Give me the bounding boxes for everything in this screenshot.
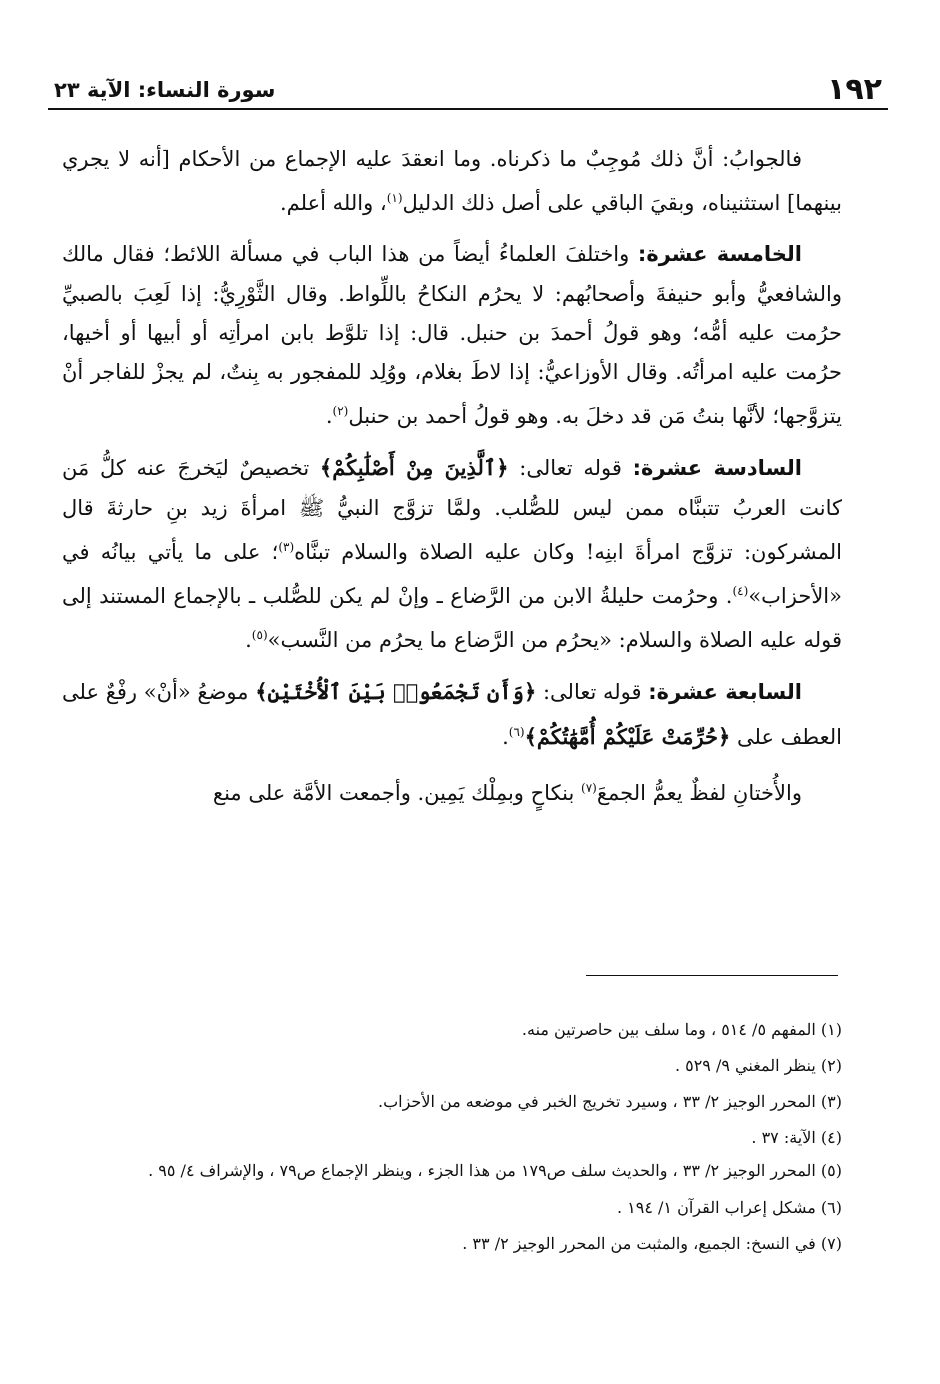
paragraph-text: ؛ على ما يأتي بيانُه في «الأحزاب» <box>62 539 842 609</box>
paragraph-tail: . <box>502 724 509 749</box>
footnote-ref: (٧) <box>581 780 597 795</box>
paragraph-tail: . <box>325 404 333 429</box>
paragraph-text: . وحرُمت حليلةُ الابن من الرَّضاع ـ وإنْ لم يكن للصُّلب ـ بالإجماع المستند إلى قوله عليه الصلاة والسلام: «يحرُم من الرَّضاع ما يحرُم من النَّسب» <box>62 584 842 653</box>
footnote-2: (٢) ينظر المغني ٩/ ٥٢٩ . <box>674 1056 842 1075</box>
paragraph-sixteenth <box>62 448 842 660</box>
page-number: ١٩٢ <box>827 72 882 107</box>
quran-quote: ﴿وَأَن تَجْمَعُوا۟ بَيْنَ ٱلْأُخْتَيْنِ﴾ <box>255 679 537 705</box>
paragraph-text: تخصيصٌ ليَخرجَ عنه كلُّ مَن كانت العربُ تتبنَّاه ممن ليس للصُّلب. ولمَّا تزوَّج النبيُّ ﷺ امرأةَ زيد بنِ حارثةَ قال المشركون: تزوَّج امرأةَ ابنِه! وكان عليه الصلاة والسلام تبنَّاه <box>62 456 842 564</box>
paragraph-text: قوله تعالى: <box>508 456 633 481</box>
paragraph-text: موضعُ «أنْ» رفْعٌ على العطف على <box>62 680 842 749</box>
paragraph-sisters <box>62 769 842 813</box>
quran-quote: ﴿ٱلَّذِينَ مِنْ أَصْلَٰبِكُمْ﴾ <box>319 455 509 481</box>
footnote-ref: (١) <box>386 191 403 206</box>
footnote-ref: (٢) <box>332 404 349 419</box>
footnote-7: (٧) في النسخ: الجميع، والمثبت من المحرر الوجيز ٢/ ٣٣ . <box>462 1234 842 1253</box>
paragraph-text: قوله تعالى: <box>536 680 649 705</box>
footnote-ref: (٦) <box>508 724 525 739</box>
footnote-6: (٦) مشكل إعراب القرآن ١/ ١٩٤ . <box>616 1198 842 1217</box>
footnote-ref: (٣) <box>278 539 295 554</box>
section-heading: الخامسة عشرة: <box>637 242 802 267</box>
paragraph-fifteenth <box>62 235 842 436</box>
main-text <box>62 140 842 825</box>
paragraph-tail: ، والله أعلم. <box>280 191 387 216</box>
footnote-4: (٤) الآية: ٣٧ . <box>751 1128 842 1147</box>
page-header <box>48 68 888 110</box>
footnote-1: (١) المفهم ٥/ ٥١٤ ، وما سلف بين حاصرتين منه. <box>521 1020 842 1039</box>
footnote-separator <box>586 975 838 976</box>
running-title: سورة النساء: الآية ٢٣ <box>54 78 276 102</box>
footnote-5: (٥) المحرر الوجيز ٢/ ٣٣ ، والحديث سلف ص١٧٩ من هذا الجزء ، وينظر الإجماع ص٧٩ ، والإشراف ٤/ ٩٥ . <box>148 1161 842 1180</box>
paragraph-tail: بنكاحٍ وبمِلْك يَمِين. وأجمعت الأمَّة على منع <box>212 780 582 805</box>
paragraph-seventeenth <box>62 672 842 756</box>
section-heading: السادسة عشرة: <box>632 456 802 481</box>
quran-quote: ﴿حُرِّمَتْ عَلَيْكُمْ أُمَّهَٰتُكُمْ﴾ <box>524 723 731 749</box>
paragraph-text: والأُختانِ لفظٌ يعمُّ الجمعَ <box>596 780 802 805</box>
footnote-ref: (٤) <box>732 584 749 599</box>
paragraph-text: فالجوابُ: أنَّ ذلك مُوجِبٌ ما ذكرناه. وما انعقدَ عليه الإجماع من الأحكام [أنه لا يجري بينهما] استثنيناه، وبقيَ الباقي على أصل ذلك الدليل <box>62 147 842 216</box>
footnote-3: (٣) المحرر الوجيز ٢/ ٣٣ ، وسيرد تخريج الخبر في موضعه من الأحزاب. <box>378 1092 842 1111</box>
paragraph-tail: . <box>245 628 252 653</box>
footnote-ref: (٥) <box>251 628 268 643</box>
footnotes <box>70 1012 842 1262</box>
section-heading: السابعة عشرة: <box>648 680 803 705</box>
paragraph-text: واختلفَ العلماءُ أيضاً من هذا الباب في مسألة اللائط؛ فقال مالك والشافعيُّ وأبو حنيفةَ وأصحابُهم: لا يحرُم النكاحُ باللِّواط. وقال الثَّوْرِيُّ: إذا لَعِبَ بالصبيِّ حرُمت عليه أمُّه؛ وهو قولُ أحمدَ بن حنبل. قال: إذا تلوَّط بابن امرأتِه أو أبيها أو أخيها، حرُمت عليه امرأتُه. وقال الأوزاعيُّ: إذا لاطَ بغلام، ووُلِد للمفجور به بِنتٌ، لم يجزْ للفاجر أنْ يتزوَّجها؛ لأنَّها بنتُ مَن قد دخلَ به. وهو قولُ أحمد بن حنبل <box>62 242 842 429</box>
paragraph-answer <box>62 140 842 223</box>
